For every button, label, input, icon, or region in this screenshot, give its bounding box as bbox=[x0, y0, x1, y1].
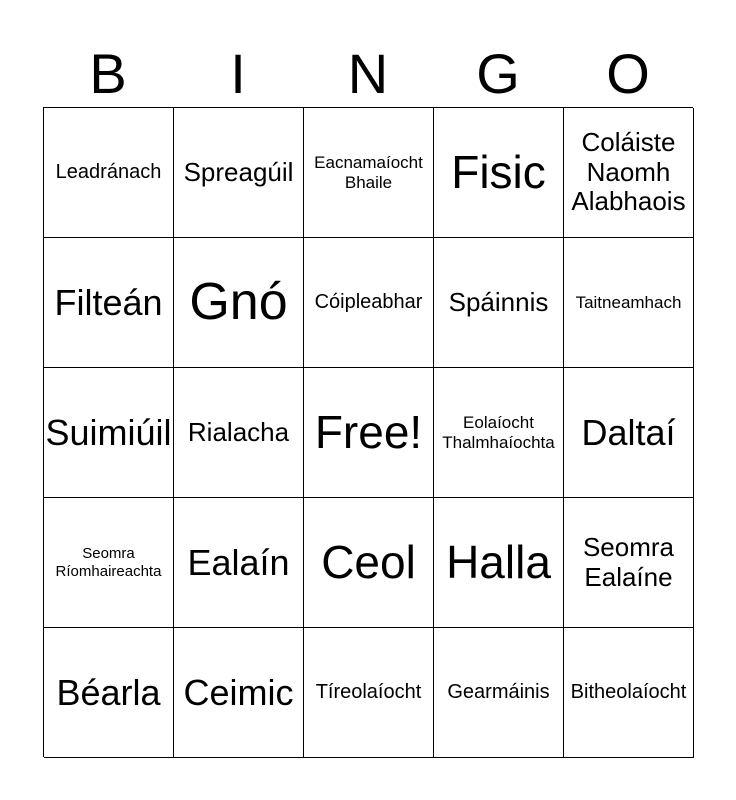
bingo-cell[interactable] bbox=[304, 498, 434, 628]
bingo-cell[interactable] bbox=[174, 238, 304, 368]
bingo-cell[interactable] bbox=[434, 238, 564, 368]
cell-label: Gnó bbox=[189, 272, 288, 331]
bingo-cell[interactable] bbox=[44, 108, 174, 238]
bingo-cell[interactable] bbox=[174, 628, 304, 758]
cell-label: Taitneamhach bbox=[575, 292, 682, 312]
cell-label: Ceimic bbox=[183, 671, 294, 713]
bingo-cell[interactable] bbox=[44, 368, 174, 498]
cell-label: Leadránach bbox=[55, 161, 162, 183]
bingo-board bbox=[43, 107, 693, 757]
bingo-cell[interactable] bbox=[174, 368, 304, 498]
bingo-cell[interactable] bbox=[304, 628, 434, 758]
cell-label: Filteán bbox=[54, 281, 163, 323]
cell-label: Coláiste Naomh Alabhaois bbox=[571, 126, 686, 217]
bingo-cell[interactable] bbox=[44, 498, 174, 628]
header-letter-b: B bbox=[89, 42, 127, 105]
header-letter-i: I bbox=[230, 42, 246, 105]
cell-label: Halla bbox=[446, 536, 551, 589]
bingo-cell[interactable] bbox=[434, 628, 564, 758]
bingo-cell[interactable] bbox=[434, 368, 564, 498]
bingo-cell[interactable] bbox=[564, 238, 694, 368]
cell-label: Spreagúil bbox=[183, 156, 294, 187]
bingo-cell[interactable] bbox=[304, 108, 434, 238]
cell-label: Spáinnis bbox=[448, 286, 549, 317]
header-letter-o: O bbox=[606, 42, 650, 105]
cell-label: Ceol bbox=[321, 536, 416, 589]
header-letter-n: N bbox=[347, 42, 389, 105]
bingo-cell[interactable] bbox=[564, 628, 694, 758]
bingo-cell[interactable] bbox=[434, 498, 564, 628]
cell-label: Rialacha bbox=[187, 416, 290, 447]
bingo-cell free-cell[interactable] bbox=[304, 368, 434, 498]
bingo-header bbox=[43, 40, 693, 108]
bingo-cell[interactable] bbox=[564, 498, 694, 628]
cell-label: Gearmáinis bbox=[447, 681, 550, 703]
cell-label: Daltaí bbox=[581, 411, 676, 453]
cell-label: Eolaíocht Thalmhaíochta bbox=[442, 412, 555, 452]
cell-label: Free! bbox=[314, 406, 423, 459]
cell-label: Tíreolaíocht bbox=[315, 681, 422, 703]
cell-label: Béarla bbox=[56, 671, 161, 713]
bingo-cell[interactable] bbox=[174, 498, 304, 628]
cell-label: Fisic bbox=[451, 146, 546, 199]
bingo-cell[interactable] bbox=[44, 238, 174, 368]
cell-label: Suimiúil bbox=[45, 411, 172, 453]
cell-label: Cóipleabhar bbox=[314, 291, 423, 313]
bingo-cell[interactable] bbox=[564, 108, 694, 238]
cell-label: Eacnamaíocht Bhaile bbox=[314, 152, 423, 192]
cell-label: Seomra Ríomhaireachta bbox=[55, 545, 162, 580]
cell-label: Bitheolaíocht bbox=[570, 681, 687, 703]
cell-label: Seomra Ealaíne bbox=[582, 531, 675, 592]
bingo-cell[interactable] bbox=[174, 108, 304, 238]
bingo-cell[interactable] bbox=[434, 108, 564, 238]
cell-label: Ealaín bbox=[187, 541, 290, 583]
bingo-cell[interactable] bbox=[304, 238, 434, 368]
header-letter-g: G bbox=[476, 42, 520, 105]
bingo-cell[interactable] bbox=[44, 628, 174, 758]
bingo-cell[interactable] bbox=[564, 368, 694, 498]
